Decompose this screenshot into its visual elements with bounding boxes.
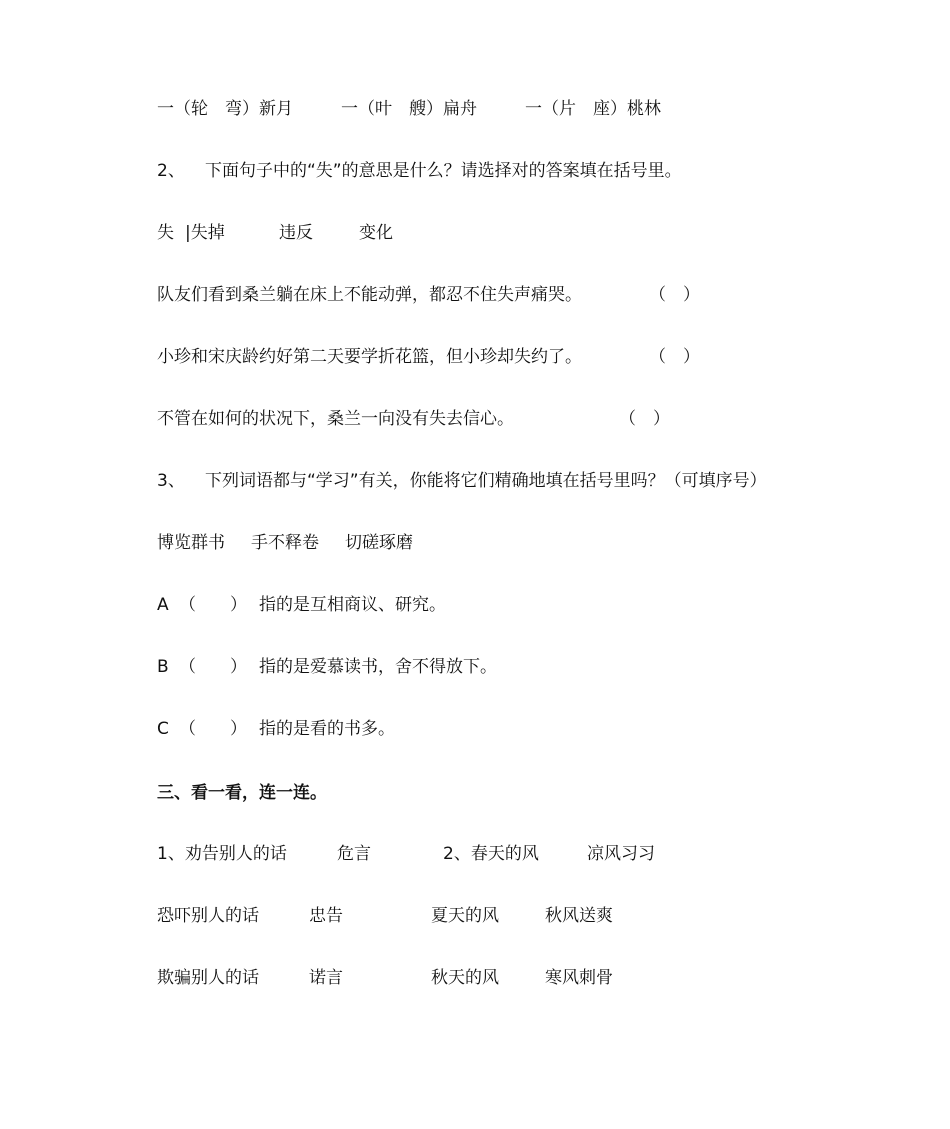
sentence-text: 不管在如何的状况下，桑兰一向没有失去信心。	[157, 409, 514, 429]
sentence-text: 小珍和宋庆龄约好第二天要学折花篮，但小珍却失约了。	[157, 347, 582, 367]
question-text: 下面句子中的“失”的意思是什么？请选择对的答案填在括号里。	[205, 161, 682, 181]
match-col-c: 秋天的风	[431, 968, 499, 988]
section-heading-text: 三、看一看，连一连。	[157, 783, 327, 803]
match-col-c: 2、春天的风	[443, 844, 539, 864]
measure-item-2: 一（叶 艘）扁舟	[341, 99, 477, 119]
question-number: 2、	[157, 161, 185, 181]
sentence-text: 队友们看到桑兰躺在床上不能动弹，都忍不住失声痛哭。	[157, 285, 582, 305]
answer-blank: （ ）	[179, 657, 247, 677]
match-col-b: 忠告	[309, 906, 343, 926]
match-col-b: 诺言	[309, 968, 343, 988]
item-letter: A	[157, 595, 169, 615]
answer-blank: （ ）	[649, 285, 700, 305]
match-col-d: 秋风送爽	[545, 906, 613, 926]
measure-item-3: 一（片 座）桃林	[525, 99, 661, 119]
measure-item-1: 一（轮 弯）新月	[157, 99, 293, 119]
answer-blank: （ ）	[619, 409, 670, 429]
match-col-a: 1、劝告别人的话	[157, 844, 287, 864]
answer-blank: （ ）	[649, 347, 700, 367]
word-1: 博览群书	[157, 533, 225, 553]
match-col-a: 欺骗别人的话	[157, 968, 259, 988]
word-2: 手不释卷	[251, 533, 319, 553]
item-letter: B	[157, 657, 169, 677]
match-col-a: 恐吓别人的话	[157, 906, 259, 926]
item-text: 指的是互相商议、研究。	[259, 595, 446, 615]
item-text: 指的是爱慕读书，舍不得放下。	[259, 657, 497, 677]
match-col-b: 危言	[337, 844, 371, 864]
word-3: 切磋琢磨	[345, 533, 413, 553]
option-1: |失掉	[185, 223, 225, 243]
option-2: 违反	[279, 223, 313, 243]
item-letter: C	[157, 719, 169, 739]
answer-blank: （ ）	[179, 595, 247, 615]
option-3: 变化	[359, 223, 393, 243]
match-col-d: 凉风习习	[587, 844, 655, 864]
question-number: 3、	[157, 471, 185, 491]
match-col-c: 夏天的风	[431, 906, 499, 926]
options-label: 失	[157, 223, 174, 243]
question-text: 下列词语都与“学习”有关，你能将它们精确地填在括号里吗？（可填序号）	[205, 471, 767, 491]
match-col-d: 寒风刺骨	[545, 968, 613, 988]
answer-blank: （ ）	[179, 719, 247, 739]
item-text: 指的是看的书多。	[259, 719, 395, 739]
